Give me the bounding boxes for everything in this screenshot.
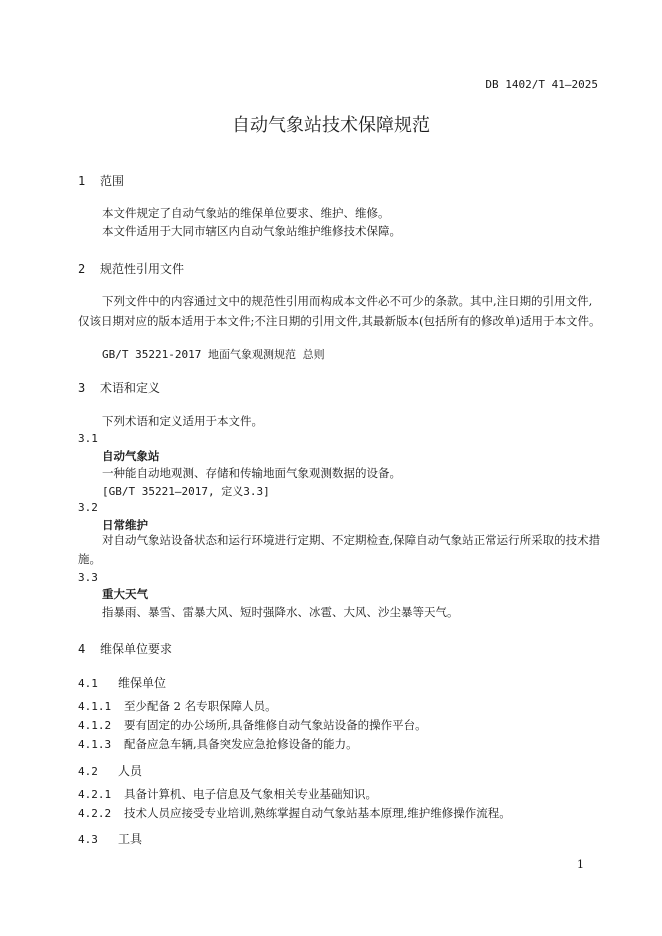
clause-number: 4.2.2 [78, 807, 112, 820]
subsection-number: 4.1 [78, 677, 98, 690]
term-number: 3.2 [78, 501, 98, 514]
term-name: 重大天气 [102, 587, 148, 601]
section-number: 3 [78, 381, 86, 395]
term-number: 3.1 [78, 432, 98, 445]
paragraph: 本文件适用于大同市辖区内自动气象站维护维修技术保障。 [102, 224, 401, 238]
term-definition: 指暴雨、暴雪、雷暴大风、短时强降水、冰雹、大风、沙尘暴等天气。 [102, 605, 459, 619]
document-title: 自动气象站技术保障规范 [232, 115, 430, 136]
clause [78, 717, 427, 733]
document-code: DB 1402/T 41—2025 [485, 78, 598, 91]
clause [78, 736, 358, 752]
section-heading-maintenance-unit-requirements [78, 640, 172, 657]
clause-number: 4.1.1 [78, 700, 112, 713]
subsection-number: 4.3 [78, 833, 98, 846]
section-title: 范围 [100, 174, 125, 188]
term-name: 自动气象站 [102, 449, 160, 463]
subsection-number: 4.2 [78, 765, 98, 778]
clause-text: 配备应急车辆,具备突发应急抢修设备的能力。 [124, 737, 358, 751]
term-source: [GB/T 35221—2017, 定义3.3] [102, 485, 270, 498]
section-number: 4 [78, 642, 86, 656]
section-title: 术语和定义 [100, 381, 161, 395]
paragraph: 本文件规定了自动气象站的维保单位要求、维护、维修。 [102, 206, 390, 220]
subsection-title: 人员 [118, 764, 143, 778]
clause [78, 698, 277, 714]
paragraph: 下列文件中的内容通过文中的规范性引用而构成本文件必不可少的条款。其中,注日期的引用文件,仅该日期对应的版本适用于本文件;不注日期的引用文件,其最新版本(包括所有的修改单)适用于本文件。 [78, 294, 601, 328]
section-heading-scope [78, 172, 124, 189]
clause-number: 4.1.2 [78, 719, 112, 732]
page-number: 1 [577, 858, 584, 871]
term-definition: 一种能自动地观测、存储和传输地面气象观测数据的设备。 [102, 466, 401, 480]
section-number: 1 [78, 174, 86, 188]
term-number: 3.3 [78, 571, 98, 584]
section-heading-terms-definitions [78, 379, 160, 396]
term-name: 日常维护 [102, 518, 148, 532]
clause-text: 具备计算机、电子信息及气象相关专业基础知识。 [124, 787, 377, 801]
term-definition: 对自动气象站设备状态和运行环境进行定期、不定期检查,保障自动气象站正常运行所采取的技术措施。 [78, 533, 601, 566]
subsection-title: 维保单位 [118, 676, 167, 690]
clause-text: 技术人员应接受专业培训,熟练掌握自动气象站基本原理,维护维修操作流程。 [124, 806, 511, 820]
clause-number: 4.1.3 [78, 738, 112, 751]
clause-number: 4.2.1 [78, 788, 112, 801]
section-number: 2 [78, 262, 86, 276]
clause [78, 805, 511, 821]
paragraph: 下列术语和定义适用于本文件。 [102, 414, 263, 428]
clause-text: 至少配备 2 名专职保障人员。 [124, 699, 277, 713]
subsection-title: 工具 [118, 832, 143, 846]
subsection-heading-tools [78, 830, 142, 847]
subsection-heading-maintenance-unit [78, 674, 166, 691]
clause [78, 786, 377, 802]
clause-text: 要有固定的办公场所,具备维修自动气象站设备的操作平台。 [124, 718, 427, 732]
reference-item: GB/T 35221-2017 地面气象观测规范 总则 [102, 348, 325, 361]
section-title: 维保单位要求 [100, 642, 173, 656]
section-heading-normative-references [78, 260, 184, 277]
subsection-heading-personnel [78, 762, 142, 779]
section-title: 规范性引用文件 [100, 262, 185, 276]
